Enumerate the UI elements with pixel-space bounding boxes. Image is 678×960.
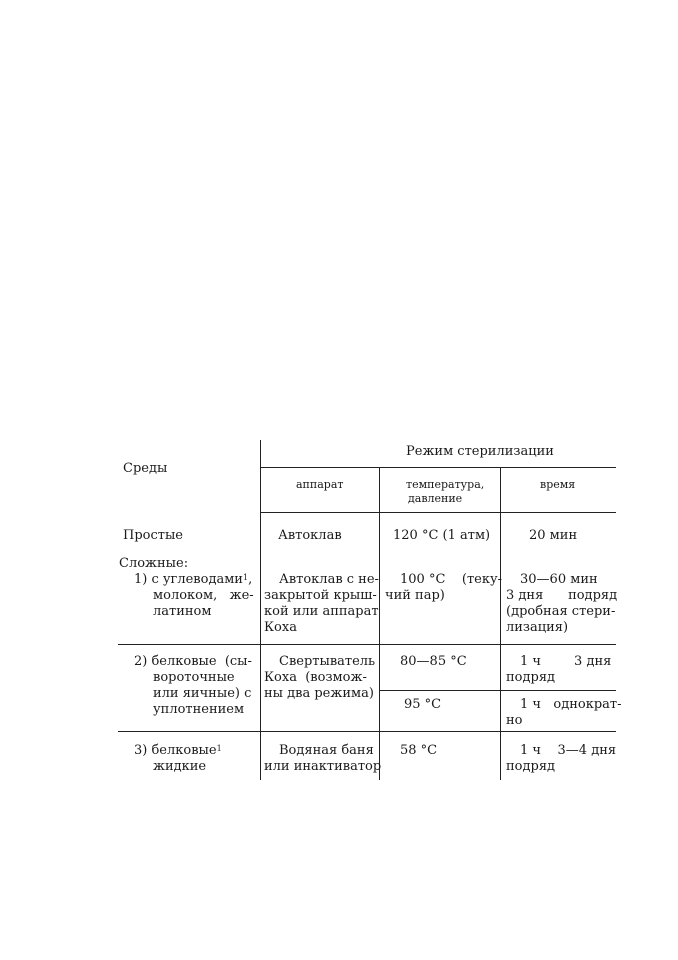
row1-apparatus-3: кой или аппарат — [264, 604, 379, 619]
row-divider-1 — [118, 644, 616, 645]
header-apparatus: аппарат — [296, 478, 344, 491]
row2-temp-a: 80—85 °C — [400, 654, 467, 669]
row1-apparatus-4: Коха — [264, 620, 297, 635]
row2-apparatus-1: Свертыватель — [279, 654, 376, 669]
row-divider-3 — [118, 731, 616, 732]
row3-temp: 58 °C — [400, 743, 438, 758]
row2-time-a-1: 1 ч 3 дня — [520, 654, 612, 669]
simple-temperature: 120 °C (1 атм) — [393, 528, 491, 543]
row2-label-2: вороточные — [153, 670, 235, 685]
col-divider-media — [260, 440, 261, 780]
row2-label-4: уплотнением — [153, 702, 245, 717]
simple-apparatus: Автоклав — [278, 528, 342, 543]
row2-label-1: 2) белковые (сы- — [134, 654, 252, 669]
row2-apparatus-2: Коха (возмож- — [264, 670, 367, 685]
row1-time-3: (дробная стери- — [506, 604, 616, 619]
row1-apparatus-2: закрытой крыш- — [264, 588, 377, 603]
header-time: время — [540, 478, 576, 491]
row1-apparatus-1: Автоклав с не- — [279, 572, 379, 587]
row3-apparatus-1: Водяная баня — [279, 743, 374, 758]
header-temperature-2: давление — [408, 492, 463, 505]
row3-time-1: 1 ч 3—4 дня — [520, 743, 617, 758]
header-group-underline — [260, 467, 616, 468]
row2-label-3: или яичные) с — [153, 686, 252, 701]
header-media: Среды — [123, 461, 168, 476]
row2-apparatus-3: ны два режима) — [264, 686, 374, 701]
row1-label-3: латином — [153, 604, 212, 619]
row3-label-1: 3) белковые$^1$ — [134, 743, 222, 758]
col-divider-temp — [379, 468, 380, 780]
row1-time-1: 30—60 мин — [520, 572, 598, 587]
row-divider-2a — [379, 690, 616, 691]
row3-apparatus-2: или инактиватор — [264, 759, 382, 774]
col-divider-time — [500, 468, 501, 780]
row1-time-4: лизация) — [506, 620, 569, 635]
row3-label-2: жидкие — [153, 759, 207, 774]
simple-label: Простые — [123, 528, 183, 543]
row1-label-2: молоком, же- — [153, 588, 254, 603]
complex-label: Сложные: — [119, 556, 189, 571]
row1-temp-1: 100 °C (теку- — [400, 572, 503, 587]
row1-label-1: 1) с углеводами$^1$, — [134, 572, 253, 587]
row2-time-a-2: подряд — [506, 670, 556, 685]
simple-time: 20 мин — [529, 528, 578, 543]
row1-time-2: 3 дня подряд — [506, 588, 618, 603]
row2-time-b-1: 1 ч однократ- — [520, 697, 622, 712]
header-bottom-line — [260, 512, 616, 513]
header-temperature-1: температура, — [406, 478, 485, 491]
row2-time-b-2: но — [506, 713, 523, 728]
header-sterilization-mode: Режим стерилизации — [406, 444, 554, 459]
row1-temp-2: чий пар) — [385, 588, 445, 603]
row2-temp-b: 95 °C — [404, 697, 442, 712]
row3-time-2: подряд — [506, 759, 556, 774]
